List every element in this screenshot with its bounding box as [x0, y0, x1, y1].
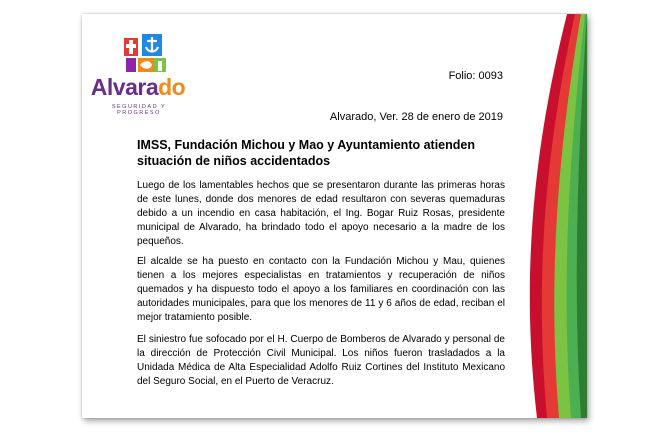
- logo-wordmark: [86, 74, 190, 101]
- logo-text-main: Alvara: [90, 74, 159, 100]
- folio-number: Folio: 0093: [448, 70, 503, 82]
- decorative-swoosh: [507, 14, 587, 418]
- paragraph-1: Luego de los lamentables hechos que se presentaron durante las primeras horas de este lunes, donde dos menores de edad resultaron con severas quemaduras debido a un incendio en casa habitación, el Ing. Bogar Ruiz Rosas, presidente municipal de Alvarado, ha brindado todo el apoyo necesario a la madre de los pequeños.: [137, 180, 505, 247]
- logo-emblem-icon: [120, 32, 168, 80]
- paragraph-3: El siniestro fue sofocado por el H. Cuerpo de Bomberos de Alvarado y personal de la dirección de Protección Civil Municipal. Los niños fueron trasladados a la Unidada Médica de Alta Especialidad Adolfo Ruiz Cortines del Instituto Mexicano del Seguro Social, en el Puerto de Veracruz.: [137, 334, 505, 387]
- logo-tagline: SEGURIDAD Y PROGRESO: [111, 104, 167, 116]
- logo-text-accent: do: [158, 74, 186, 100]
- press-release-page: [82, 14, 587, 418]
- alvarado-logo: [86, 32, 190, 118]
- dateline: Alvarado, Ver. 28 de enero de 2019: [329, 111, 503, 123]
- article-title: IMSS, Fundación Michou y Mao y Ayuntamiento atienden situación de niños accidentados: [137, 138, 475, 168]
- paragraph-2: El alcalde se ha puesto en contacto con la Fundación Michou y Mau, quienes tienen a los mejores especialistas en tratamientos y recuperación de niños quemados y ha dispuesto todo el apoyo a los familiares en coordinación con las autoridades municipales, para que los menores de 11 y 6 años de edad, reciban el mejor tratamiento posible.: [137, 256, 505, 323]
